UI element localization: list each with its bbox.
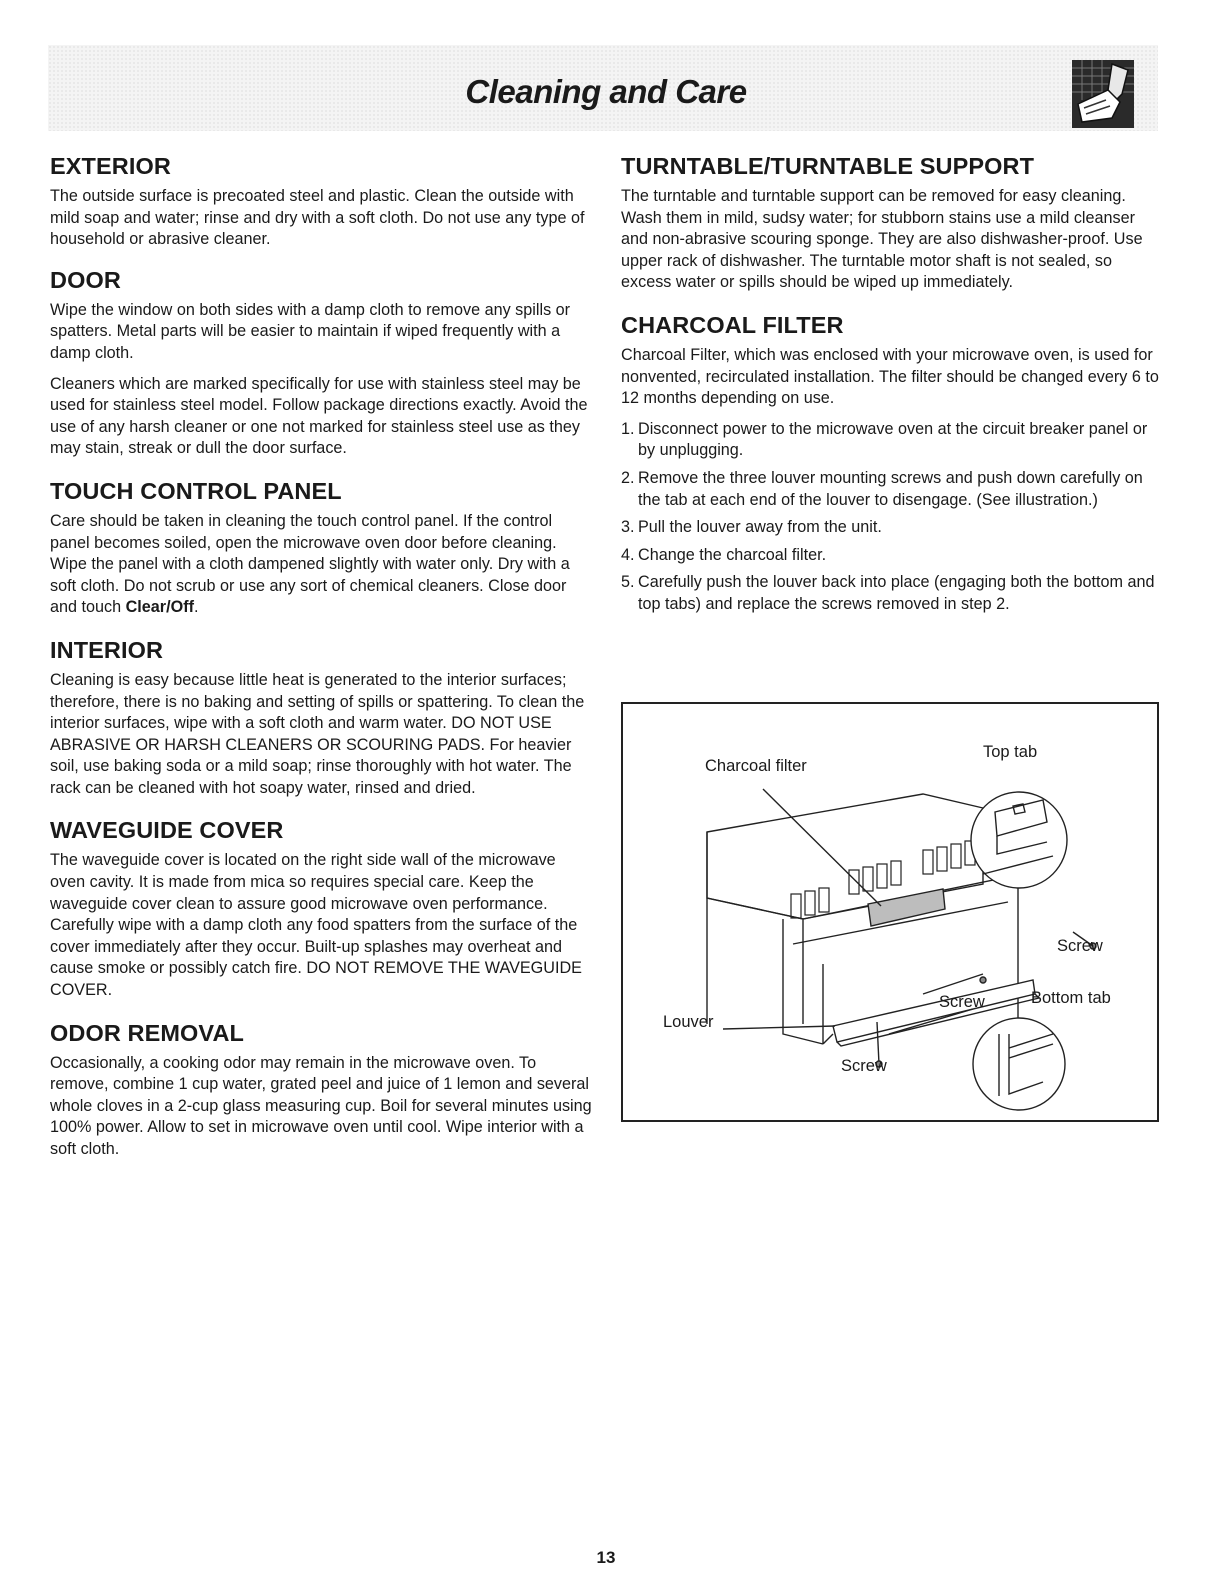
step-number: 4. [621, 545, 635, 564]
step-item [621, 419, 1166, 462]
door-text-2: Cleaners which are marked specifically for use with stainless steel may be used for stainless steel model. Follow package directions exactly. Avoid the use of any harsh cleaner or one not marked for stainless steel use as they may stain, streak or dull the door surface. [50, 374, 588, 458]
clear-off-key: Clear/Off [125, 598, 194, 617]
door-heading: DOOR [50, 266, 121, 293]
exterior-text: The outside surface is precoated steel and plastic. Clean the outside with mild soap and water; rinse and dry with a soft cloth. Do not use any type of household or abrasive cleaner. [50, 187, 585, 249]
touch-control-heading: TOUCH CONTROL PANEL [50, 477, 342, 504]
page-number: 13 [596, 1548, 616, 1567]
screw-bottom-label: Screw [841, 1057, 887, 1075]
turntable-text: The turntable and turntable support can be removed for easy cleaning. Wash them in mild, sudsy water; for stubborn stains use a mild cleanser and non-abrasive scouring sponge. They are also dishwasher-proof. Use upper rack of dishwasher. The turntable motor shaft is not sealed, so excess water or spills should be wiped up immediately. [621, 187, 1143, 292]
bottom-tab-label: Bottom tab [1031, 989, 1111, 1007]
step-item [621, 468, 1166, 511]
charcoal-filter-heading: CHARCOAL FILTER [621, 311, 844, 338]
exterior-heading: EXTERIOR [50, 153, 171, 179]
step-number: 1. [621, 419, 635, 438]
waveguide-section [50, 816, 595, 1001]
screw-middle-label: Screw [939, 993, 985, 1011]
turntable-heading: TURNTABLE/TURNTABLE SUPPORT [621, 153, 1035, 179]
odor-removal-text: Occasionally, a cooking odor may remain in the microwave oven. To remove, combine 1 cup water, grated peel and juice of 1 lemon and several whole cloves in a 2-cup glass measuring cup. Boil for several minutes using 100% power. Allow to set in microwave oven until cool. Wipe interior with a soft cloth. [50, 1053, 592, 1158]
exterior-section [50, 152, 595, 251]
step-text: Carefully push the louver back into place (engaging both the bottom and top tabs) and replace the screws removed in step 2. [638, 573, 1155, 613]
interior-section [50, 636, 595, 800]
door-text-1: Wipe the window on both sides with a damp cloth to remove any spills or spatters. Metal parts will be easier to maintain if wiped frequently with a damp cloth. [50, 300, 571, 362]
charcoal-filter-label: Charcoal filter [705, 757, 807, 775]
interior-text: Cleaning is easy because little heat is generated to the interior surfaces; therefore, there is no baking and setting of spills or spattering. To clean the interior surfaces, wipe with a soft cloth and warm water. DO NOT USE ABRASIVE OR HARSH CLEANERS OR SCOURING PADS. For heavier soil, use baking soda or a mild soap; rinse thoroughly with hot water. The rack can be cleaned with hot soapy water, rinsed and dried. [50, 670, 585, 797]
step-text: Pull the louver away from the unit. [638, 518, 882, 537]
waveguide-heading: WAVEGUIDE COVER [50, 817, 284, 844]
step-text: Disconnect power to the microwave oven at the circuit breaker panel or by unplugging. [638, 419, 1148, 460]
interior-heading: INTERIOR [50, 636, 164, 663]
step-item [621, 545, 1166, 567]
touch-control-end: . [193, 598, 199, 617]
waveguide-text: The waveguide cover is located on the right side wall of the microwave oven cavity. It is made from mica so requires special care. Keep the waveguide cover clean to assure good microwave oven performance. Carefully wipe with a damp cloth any food spatters from the surface of the cover immediately after they occur. Built-up splashes may overheat and cause smoke or possibly catch fire. DO NOT REMOVE THE WAVEGUIDE COVER. [50, 851, 582, 1000]
touch-control-section [50, 477, 595, 619]
louver-illustration [621, 702, 1159, 1122]
odor-removal-heading: ODOR REMOVAL [50, 1019, 244, 1046]
step-number: 2. [621, 468, 635, 487]
top-tab-label: Top tab [983, 743, 1038, 761]
turntable-section [621, 152, 1166, 294]
screw-right-label: Screw [1057, 937, 1103, 955]
step-item [621, 517, 1166, 539]
louver-diagram [623, 704, 1157, 1120]
step-item [621, 572, 1166, 615]
step-number: 3. [621, 518, 635, 537]
door-section [50, 266, 595, 460]
charcoal-filter-intro: Charcoal Filter, which was enclosed with your microwave oven, is used for nonvented, recirculated installation. The filter should be changed every 6 to 12 months depending on use. [621, 345, 1159, 408]
touch-control-text [50, 511, 595, 619]
cleaning-logo-icon [1072, 60, 1134, 128]
step-text: Remove the three louver mounting screws and push down carefully on the tab at each end of the louver to disengage. (See illustration.) [638, 468, 1143, 509]
charcoal-filter-steps [621, 419, 1166, 616]
charcoal-filter-section [621, 311, 1166, 616]
right-column [621, 152, 1166, 633]
touch-control-body: Care should be taken in cleaning the touch control panel. If the control panel becomes soiled, open the microwave oven door before cleaning. Wipe the panel with a cloth dampened slightly with water only. Dry with a soft cloth. Do not scrub or use any sort of chemical cleaners. Close door and touch [50, 511, 570, 617]
louver-label: Louver [663, 1013, 714, 1031]
step-number: 5. [621, 573, 635, 592]
step-text: Change the charcoal filter. [638, 545, 827, 564]
page-title: Cleaning and Care [465, 73, 747, 110]
odor-removal-section [50, 1019, 595, 1161]
left-column [50, 152, 595, 1178]
